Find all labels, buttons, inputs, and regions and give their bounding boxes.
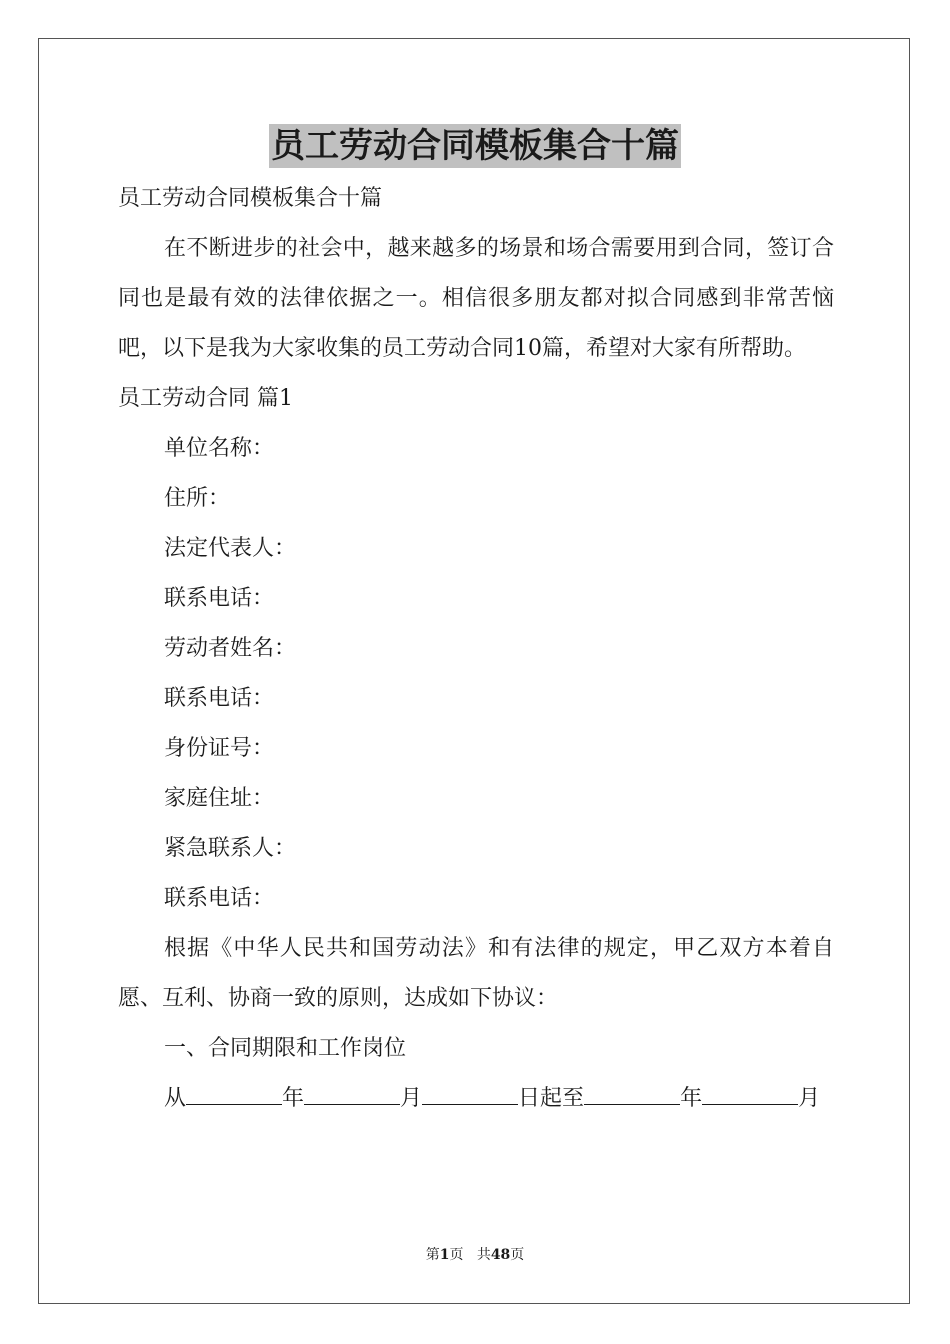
clause-1-heading: 一、合同期限和工作岗位 <box>164 1036 407 1061</box>
field-worker-name: 劳动者姓名： <box>164 636 297 661</box>
page-footer <box>0 1245 950 1265</box>
footer-page-number: 1 <box>439 1247 450 1263</box>
blank-start-month <box>304 1086 400 1105</box>
footer-total-suffix: 页 <box>510 1247 525 1263</box>
section-heading: 员工劳动合同 篇1 <box>118 386 293 411</box>
date-day-start: 日起至 <box>518 1086 585 1111</box>
intro-paragraph: 在不断进步的社会中，越来越多的场景和场合需要用到合同，签订合同也是最有效的法律依据之一。相信很多朋友都对拟合同感到非常苦恼吧，以下是我为大家收集的员工劳动合同10篇，希望对大家有所帮助。 <box>118 236 834 361</box>
field-worker-phone: 联系电话： <box>164 686 275 711</box>
field-company-phone: 联系电话： <box>164 586 275 611</box>
footer-page-prefix: 第 <box>425 1247 440 1263</box>
contract-term-line <box>118 1074 834 1124</box>
field-company-name: 单位名称： <box>164 436 275 461</box>
footer-total-pages: 48 <box>490 1247 511 1263</box>
blank-end-year <box>584 1086 680 1105</box>
field-legal-representative: 法定代表人： <box>164 536 297 561</box>
blank-start-day <box>422 1086 518 1105</box>
field-home-address: 家庭住址： <box>164 786 275 811</box>
blank-start-year <box>186 1086 282 1105</box>
field-address: 住所： <box>164 486 231 511</box>
date-month-2: 月 <box>798 1086 821 1111</box>
field-id-number: 身份证号： <box>164 736 275 761</box>
date-month: 月 <box>400 1086 423 1111</box>
footer-total-prefix: 共 <box>476 1247 491 1263</box>
field-emergency-contact: 紧急联系人： <box>164 836 297 861</box>
footer-page-suffix: 页 <box>449 1247 464 1263</box>
document-subtitle: 员工劳动合同模板集合十篇 <box>118 186 383 211</box>
blank-end-month <box>702 1086 798 1105</box>
title-container <box>0 124 950 168</box>
document-title: 员工劳动合同模板集合十篇 <box>271 126 679 166</box>
date-year: 年 <box>282 1086 305 1111</box>
date-from: 从 <box>164 1086 187 1111</box>
field-emergency-phone: 联系电话： <box>164 886 275 911</box>
document-body <box>118 174 834 1124</box>
date-year-2: 年 <box>680 1086 703 1111</box>
basis-paragraph: 根据《中华人民共和国劳动法》和有法律的规定，甲乙双方本着自愿、互利、协商一致的原则，达成如下协议： <box>118 936 834 1011</box>
